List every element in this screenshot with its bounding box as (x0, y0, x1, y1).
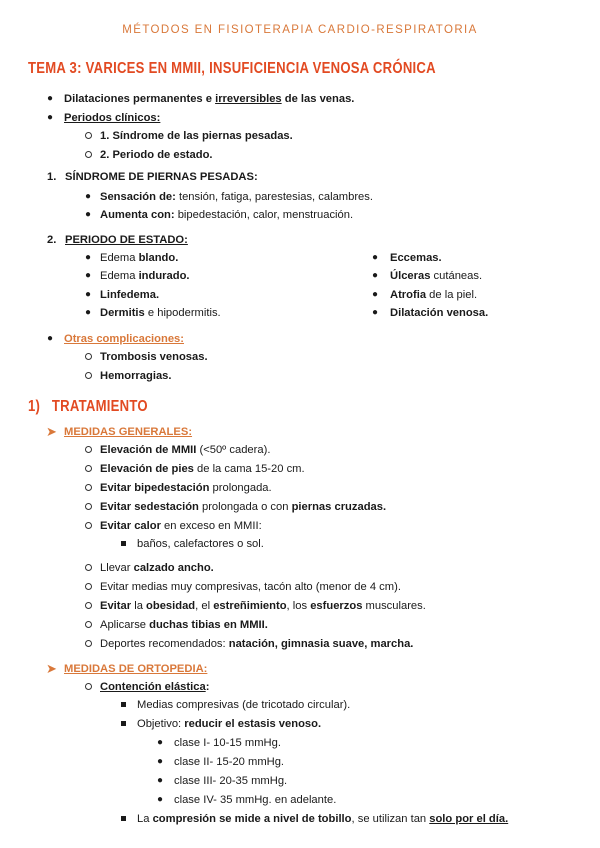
arrow-bullet-icon: ➤ (46, 661, 57, 676)
intro-line: Dilataciones permanentes e irreversibles de las venas. (64, 93, 355, 105)
bullet: ● (85, 307, 92, 318)
circle-bullet (85, 465, 92, 472)
periodo-2: 2. Periodo de estado. (100, 149, 213, 161)
orto-2: Objetivo: reducir el estasis venoso. (137, 718, 322, 730)
bullet: ● (372, 289, 379, 300)
circle-bullet (85, 564, 92, 571)
gen-4: Evitar sedestación prolongada o con piernas cruzadas. (100, 501, 387, 513)
gen-9: Aplicarse duchas tibias en MMII. (100, 619, 268, 631)
clase-4: clase IV- 35 mmHg. en adelante. (174, 794, 337, 806)
circle-bullet (85, 602, 92, 609)
s2-right-2: Úlceras cutáneas. (390, 270, 483, 282)
bullet: ● (157, 794, 164, 805)
circle-bullet (85, 640, 92, 647)
periodo-1: 1. Síndrome de las piernas pesadas. (100, 130, 293, 142)
page-title: TEMA 3: VARICES EN MMII, INSUFICIENCIA VENOSA CRÓNICA (28, 60, 436, 77)
s1-item-1: Sensación de: tensión, fatiga, parestesias, calambres. (100, 191, 373, 203)
bullet: ● (47, 93, 54, 104)
bullet: ● (85, 289, 92, 300)
gen-5-sub: baños, calefactores o sol. (137, 538, 264, 550)
gen-7: Evitar medias muy compresivas, tacón alto (menor de 4 cm). (100, 581, 401, 593)
orto-3: La compresión se mide a nivel de tobillo, se utilizan tan solo por el día. (137, 813, 509, 825)
generales-label: MEDIDAS GENERALES: (64, 426, 193, 438)
bullet: ● (372, 307, 379, 318)
gen-8: Evitar la obesidad, el estreñimiento, los esfuerzos musculares. (100, 600, 426, 612)
circle-bullet (85, 484, 92, 491)
contencion-label: Contención elástica: (100, 681, 210, 693)
circle-bullet (85, 621, 92, 628)
square-bullet (121, 816, 126, 821)
otras-label: Otras complicaciones: (64, 333, 184, 345)
ortopedia-label: MEDIDAS DE ORTOPEDIA: (64, 663, 208, 675)
s2-right-1: Eccemas. (390, 252, 442, 264)
section-2-number: 2. (47, 234, 57, 246)
gen-1: Elevación de MMII (<50º cadera). (100, 444, 271, 456)
circle-bullet (85, 151, 92, 158)
bullet: ● (85, 252, 92, 263)
bullet: ● (372, 252, 379, 263)
circle-bullet (85, 683, 92, 690)
circle-bullet (85, 522, 92, 529)
gen-6: Llevar calzado ancho. (100, 562, 214, 574)
s1-item-2: Aumenta con: bipedestación, calor, menstruación. (100, 209, 354, 221)
circle-bullet (85, 372, 92, 379)
bullet: ● (47, 333, 54, 344)
square-bullet (121, 721, 126, 726)
gen-2: Elevación de pies de la cama 15-20 cm. (100, 463, 305, 475)
clase-1: clase I- 10-15 mmHg. (174, 737, 281, 749)
circle-bullet (85, 583, 92, 590)
otras-1: Trombosis venosas. (100, 351, 208, 363)
gen-5: Evitar calor en exceso en MMII: (100, 520, 262, 532)
section-2-title: PERIODO DE ESTADO: (65, 234, 188, 246)
otras-2: Hemorragias. (100, 370, 172, 382)
circle-bullet (85, 132, 92, 139)
s2-right-3: Atrofia de la piel. (390, 289, 478, 301)
bullet: ● (157, 775, 164, 786)
bullet: ● (47, 112, 54, 123)
section-1-title: SÍNDROME DE PIERNAS PESADAS: (65, 171, 258, 183)
circle-bullet (85, 446, 92, 453)
section-1-number: 1. (47, 171, 57, 183)
bullet: ● (85, 191, 92, 202)
clase-3: clase III- 20-35 mmHg. (174, 775, 288, 787)
bullet: ● (157, 737, 164, 748)
orto-1: Medias compresivas (de tricotado circular). (137, 699, 351, 711)
s2-left-1: Edema blando. (100, 252, 179, 264)
bullet: ● (85, 270, 92, 281)
s2-left-2: Edema indurado. (100, 270, 190, 282)
arrow-bullet-icon: ➤ (46, 424, 57, 439)
gen-10: Deportes recomendados: natación, gimnasia suave, marcha. (100, 638, 414, 650)
circle-bullet (85, 503, 92, 510)
s2-left-3: Linfedema. (100, 289, 160, 301)
s2-left-4: Dermitis e hipodermitis. (100, 307, 221, 319)
bullet: ● (85, 209, 92, 220)
square-bullet (121, 702, 126, 707)
clase-2: clase II- 15-20 mmHg. (174, 756, 285, 768)
tratamiento-heading: 1) TRATAMIENTO (28, 398, 148, 415)
periodos-label: Periodos clínicos: (64, 112, 161, 124)
bullet: ● (372, 270, 379, 281)
circle-bullet (85, 353, 92, 360)
square-bullet (121, 541, 126, 546)
page-header: MÉTODOS EN FISIOTERAPIA CARDIO-RESPIRATORIA (122, 24, 478, 36)
bullet: ● (157, 756, 164, 767)
gen-3: Evitar bipedestación prolongada. (100, 482, 272, 494)
s2-right-4: Dilatación venosa. (390, 307, 489, 319)
